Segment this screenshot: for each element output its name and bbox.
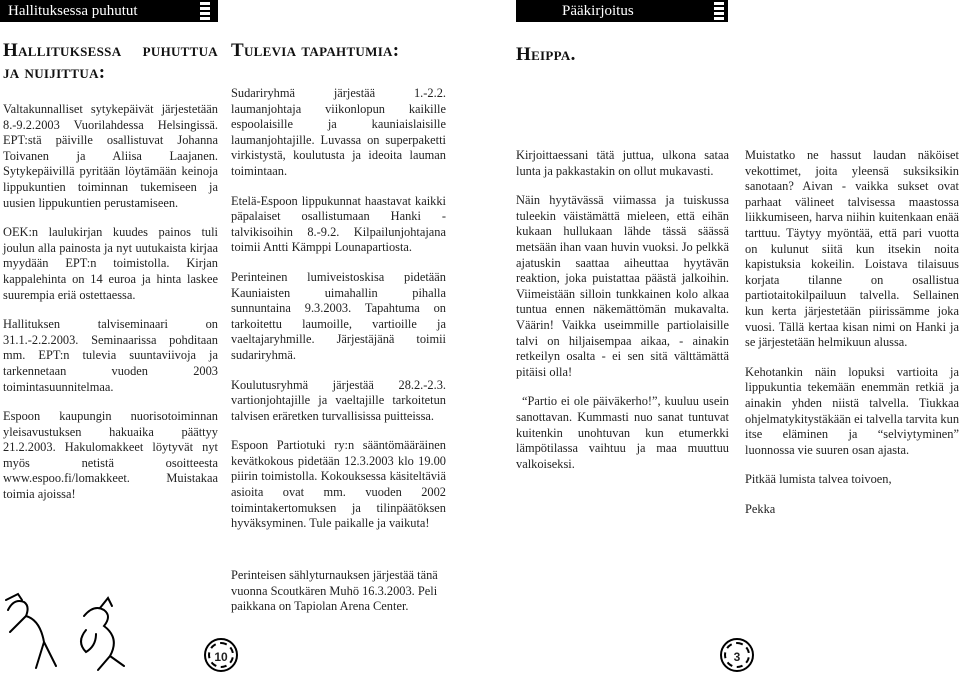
article-hallitus xyxy=(3,40,218,517)
section-bar-right xyxy=(516,0,728,22)
paragraph: Pitkää lumista talvea toivoen, xyxy=(745,472,892,487)
section-bar-left xyxy=(0,0,218,22)
section-title-right: Pääkirjoitus xyxy=(562,3,634,19)
filmstrip-icon xyxy=(714,2,724,20)
paragraph: Perinteinen lumiveistoskisa pidetään Kauniaisten uimahallin pihalla sunnuntaina 9.3.2003. Tapahtuma on tarkoitettu laumoille, vartioille ja vaeltajaryhmille. Järjestäjänä toimii sudariryhmä. xyxy=(231,269,446,362)
editorial-column-2 xyxy=(745,148,959,531)
scout-figure-icon xyxy=(0,586,130,672)
paragraph: Hallituksen talviseminaari on 31.1.-2.2.2003. Seminaarissa pohditaan mm. EPT:n tulevia suuntaviivoja ja tarkennetaan vuoden 2003 toimintasuunnitelmaa. xyxy=(3,317,218,394)
article-heading: Tulevia tapahtumia: xyxy=(231,40,400,61)
page-number-left: 10 xyxy=(204,638,238,672)
editorial-column-1 xyxy=(516,44,729,486)
sahly-note: Perinteisen sählyturnauksen järjestää tänä vuonna Scoutkären Muhö 16.3.2003. Peli paikkana on Tapiolan Arena Center. xyxy=(231,568,438,614)
paragraph: Sudariryhmä järjestää 1.-2.2. laumanjohtaja viikonlopun kaikille espoolaisille ja kauniaislaisille laumanjohtajille. Luvassa on superpaketti virkistystä, koulutusta ja ideoita lauman toimintaan. xyxy=(231,86,446,178)
paragraph: Espoon Partiotuki ry:n sääntömääräinen kevätkokous pidetään 12.3.2003 klo 19.00 piirin toimistolla. Kokouksessa käsiteltäviä asioita ovat mm. vuoden 2002 toimintakertomuksen ja tilinpäätöksen hyväksyminen. Tule paikalle ja vaikuta! xyxy=(231,438,446,531)
paragraph: “Partio ei ole päiväkerho!”, kuuluu usein sanottavan. Kummasti nuo sanat tuntuvat kuitenkin unohtuvan kun etumerkki lämpötilassa vaihtuu ja maa muuttuu valkoiseksi. xyxy=(516,394,729,471)
article-tapahtumia xyxy=(231,40,446,546)
paragraph: OEK:n laulukirjan kuudes painos tuli joulun alla painosta ja nyt uutukaista kirjaa myydään EPT:n toimistolla. Kirjan kappalehinta on 14 euroa ja hinta laskee suurempia eriä ostettaessa. xyxy=(3,225,218,302)
paragraph: Espoon kaupungin nuorisotoiminnan yleisavustuksen hakuaika päättyy 21.2.2003. Hakulomakkeet löytyvät nyt myös netistä osoitteesta www.espoo.fi/lomakkeet. Muistakaa toimia ajoissa! xyxy=(3,409,218,502)
paragraph: Koulutusryhmä järjestää 28.2.-2.3. vartionjohtajille ja vaeltajille tarkoitetun talvisen eräretken turvallisissa puitteissa. xyxy=(231,377,446,423)
paragraph: Valtakunnalliset sytykepäivät järjestetään 8.-9.2.2003 Vuorilahdessa Helsingissä. EPT:stä päiville osallistuvat Johanna Toivanen ja Aliisa Laajanen. Sytykepäivillä pyritään löytämään keinoja lippukuntien toiminnan tukemiseen ja uusien lippukuntien perustamiseen. xyxy=(3,102,218,210)
paragraph: Kehotankin näin lopuksi vartioita ja lippukuntia tekemään enemmän retkiä ja ainakin yhden niistä talvella. Tiukkaa ohjelmatykitystäkään ei talvella tarvita kun itse eläminen ja “selviytyminen” luonnossa vie suuren osan ajasta. xyxy=(745,364,960,457)
section-title-left: Hallituksessa puhutut xyxy=(8,3,138,19)
paragraph: Näin hyytävässä viimassa ja tuiskussa tuleekin väistämättä mieleen, että eihän kukaan hullukaan lähde tässä säässä metsään ihan vaan huvin vuoksi. Jo pelkkä ajatuskin saattaa aiheuttaa hyytävän reaktion, joka puistattaa päästä jalkoihin. Viimeistään silloin tunkkainen kolo alkaa tuntua ennen näkemättömän mukavalta. Väärin! Vaikka useimmille partiolaisille talvi on hiljaisempaa aikaa, - ainakin retkeilyn osalta - ei sen sitä välttämättä pitäisi olla! xyxy=(516,193,729,379)
paragraph: Kirjoittaessani tätä juttua, ulkona sataa lunta ja pakkastakin on ollut mukavasti. xyxy=(516,148,729,178)
editorial-heading: Heippa. xyxy=(516,44,576,65)
paragraph: Muistatko ne hassut laudan näköiset vekottimet, joita yleensä suksiksikin sanotaan? Aivan - vaikka sukset ovat parhaat välineet talvisessa maastossa liikkumiseen, harva niihin kuitenkaan enää tarttuu. Täytyy myöntää, että pari vuotta on kulunut siitä kun itsekin noita kapistuksia kokeilin. Loistava tilaisuus korjata tilanne on osallistua partiotaitokilpailuun talvella. Sellainen kun kerta järjestetään piirissämme joka vuosi. Tällä kertaa kisan nimi on Hanki ja se järjestetään helmikuun alussa. xyxy=(745,148,959,350)
signature: Pekka xyxy=(745,501,776,516)
article-heading: Hallituksessa puhuttua ja nuijittua: xyxy=(3,40,218,83)
filmstrip-icon xyxy=(200,2,210,20)
page-number-right: 3 xyxy=(720,638,754,672)
paragraph: Etelä-Espoon lippukunnat haastavat kaikki päpalaiset osallistumaan Hanki -talvikisoihin 8.-9.2. Kilpailunjohtajana toimii Antti Kämppi Lounapartiosta. xyxy=(231,193,446,255)
